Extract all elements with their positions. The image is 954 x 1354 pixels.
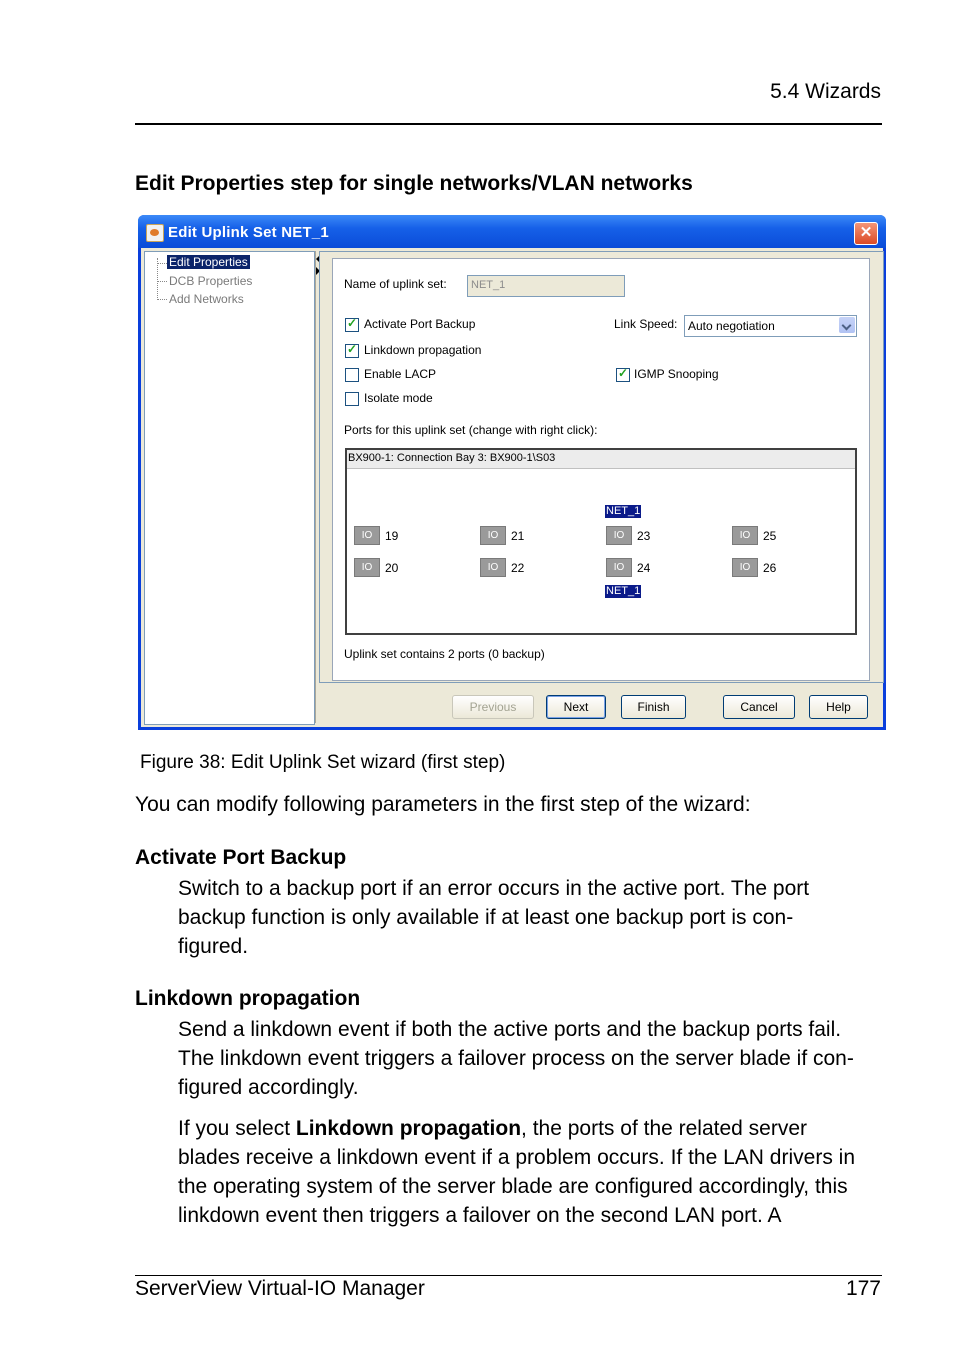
connection-bay-header — [347, 450, 855, 469]
chevron-down-icon[interactable] — [839, 317, 855, 333]
previous-button[interactable]: Previous — [452, 695, 534, 719]
port-19-label: 19 — [385, 529, 399, 543]
port-23[interactable]: IO — [606, 526, 632, 545]
paragraph-line — [178, 1114, 807, 1143]
figure-heading: Edit Properties step for single networks/VLAN networks — [135, 172, 693, 195]
port-24-label: 24 — [637, 561, 651, 575]
ports-panel[interactable] — [345, 448, 857, 635]
activate-port-backup-checkbox[interactable] — [345, 318, 359, 332]
isolate-mode-checkbox[interactable] — [345, 392, 359, 406]
paragraph-line: blades receive a linkdown event if a problem occurs. If the LAN drivers in — [178, 1146, 855, 1169]
linkdown-propagation-checkbox[interactable] — [345, 344, 359, 358]
uplink-status-text: Uplink set contains 2 ports (0 backup) — [344, 647, 545, 661]
properties-form — [332, 258, 870, 681]
port-26-label: 26 — [763, 561, 777, 575]
para-prefix: If you select — [178, 1117, 296, 1140]
title-bar[interactable] — [138, 215, 886, 248]
port-25[interactable]: IO — [732, 526, 758, 545]
paragraph-line: linkdown event then triggers a failover on the second LAN port. A — [178, 1204, 782, 1227]
wizard-button-bar — [319, 686, 882, 726]
isolate-mode-label: Isolate mode — [364, 391, 433, 405]
figure-caption: Figure 38: Edit Uplink Set wizard (first step) — [140, 752, 506, 773]
activate-port-backup-label: Activate Port Backup — [364, 317, 476, 331]
desc-line: Switch to a backup port if an error occurs in the active port. The port — [178, 877, 810, 900]
next-button[interactable]: Next — [546, 695, 606, 719]
port-20-label: 20 — [385, 561, 399, 575]
intro-paragraph: You can modify following parameters in the first step of the wizard: — [135, 793, 751, 816]
tree-connector — [157, 299, 167, 300]
close-button[interactable]: ✕ — [854, 222, 878, 245]
port-19[interactable]: IO — [354, 526, 380, 545]
link-speed-label: Link Speed: — [614, 317, 678, 331]
desc-line: figured. — [178, 935, 249, 958]
link-speed-value: Auto negotiation — [688, 319, 775, 333]
paragraph-line: the operating system of the server blade are configured accordingly, this — [178, 1175, 848, 1198]
igmp-snooping-label: IGMP Snooping — [634, 367, 719, 381]
window-title: Edit Uplink Set NET_1 — [168, 224, 329, 241]
properties-panel — [319, 251, 884, 683]
footer-rule — [135, 1275, 882, 1276]
uplink-set-name-field — [467, 275, 625, 297]
help-button[interactable]: Help — [809, 695, 868, 719]
port-21-label: 21 — [511, 529, 525, 543]
tree-item-edit-properties[interactable]: Edit Properties — [169, 255, 248, 269]
desc-line: figured accordingly. — [178, 1076, 359, 1099]
igmp-snooping-checkbox[interactable] — [616, 368, 630, 382]
port-26[interactable]: IO — [732, 558, 758, 577]
tree-connector — [157, 263, 167, 264]
port-24[interactable]: IO — [606, 558, 632, 577]
edit-uplink-set-window — [138, 215, 886, 730]
desc-line: The linkdown event triggers a failover process on the server blade if con- — [178, 1047, 854, 1070]
tree-connector — [157, 258, 158, 300]
port-23-label: 23 — [637, 529, 651, 543]
ports-label: Ports for this uplink set (change with right click): — [344, 423, 598, 437]
port-22[interactable]: IO — [480, 558, 506, 577]
enable-lacp-checkbox[interactable] — [345, 368, 359, 382]
term-linkdown-propagation: Linkdown propagation — [135, 987, 361, 1010]
port-21[interactable]: IO — [480, 526, 506, 545]
running-header: 5.4 Wizards — [770, 80, 881, 103]
port-25-label: 25 — [763, 529, 777, 543]
desc-line: Send a linkdown event if both the active ports and the backup ports fail. — [178, 1018, 842, 1041]
uplink-set-name-value: NET_1 — [471, 279, 506, 291]
linkdown-propagation-label: Linkdown propagation — [364, 343, 482, 357]
tree-item-dcb-properties[interactable]: DCB Properties — [169, 274, 253, 288]
link-speed-select[interactable] — [684, 315, 857, 337]
header-rule — [135, 123, 882, 125]
para-rest: , the ports of the related server — [521, 1117, 808, 1140]
desc-line: backup function is only available if at least one backup port is con- — [178, 906, 794, 929]
cancel-button[interactable]: Cancel — [723, 695, 795, 719]
name-label: Name of uplink set: — [344, 277, 447, 291]
window-client-area — [141, 248, 883, 727]
footer-title: ServerView Virtual-IO Manager — [135, 1277, 425, 1300]
term-activate-port-backup: Activate Port Backup — [135, 846, 347, 869]
net-tag-port-24: NET_1 — [606, 585, 641, 597]
port-22-label: 22 — [511, 561, 525, 575]
connection-bay-title: BX900-1: Connection Bay 3: BX900-1\S03 — [348, 452, 556, 464]
port-20[interactable]: IO — [354, 558, 380, 577]
tree-item-add-networks[interactable]: Add Networks — [169, 292, 244, 306]
java-app-icon — [146, 224, 164, 242]
page-number: 177 — [845, 1277, 881, 1300]
net-tag-port-23: NET_1 — [606, 505, 641, 517]
finish-button[interactable]: Finish — [621, 695, 686, 719]
para-bold-term: Linkdown propagation — [295, 1117, 522, 1140]
tree-connector — [157, 281, 167, 282]
wizard-step-tree — [144, 251, 315, 725]
enable-lacp-label: Enable LACP — [364, 367, 437, 381]
